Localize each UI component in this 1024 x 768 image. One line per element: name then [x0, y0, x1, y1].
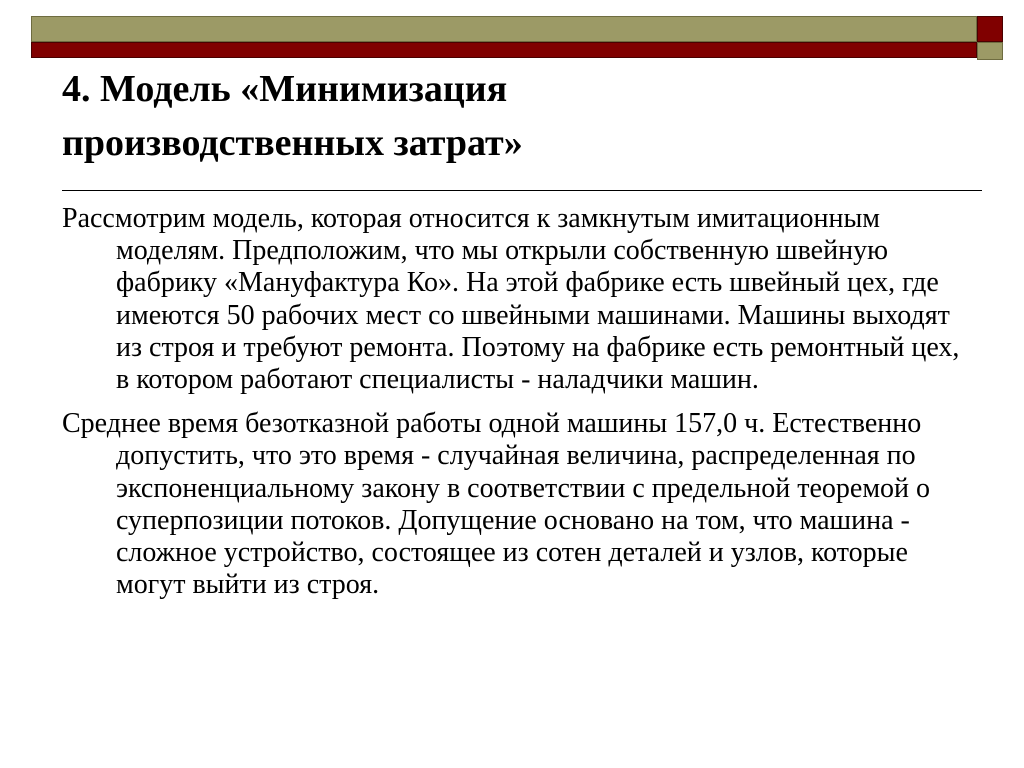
title-divider	[62, 190, 982, 191]
paragraph-failure-time: Среднее время безотказной работы одной машины 157,0 ч. Естественно допустить, что это время - случайная величина, распределенная по экспоненциальному закону в соответствии с предельной теоремой о суперпозиции потоков. Допущение основано на том, что машина - сложное устройство, состоящее из сотен деталей и узлов, которые могут выйти из строя.	[62, 408, 931, 601]
header-band-olive	[31, 16, 977, 42]
slide-title: 4. Модель «Минимизация производственных затрат»	[62, 68, 523, 164]
header-square-olive	[977, 42, 1003, 60]
header-band-maroon	[31, 42, 977, 58]
paragraph-model-description: Рассмотрим модель, которая относится к замкнутым имитационным моделям. Предположим, что мы открыли собственную швейную фабрику «Мануфактура Ко». На этой фабрике есть швейный цех, где имеются 50 рабочих мест со швейными машинами. Машины выходят из строя и требуют ремонта. Поэтому на фабрике есть ремонтный цех, в котором работают специалисты - наладчики машин.	[62, 203, 960, 396]
slide-body	[62, 203, 962, 613]
header-square-maroon	[977, 16, 1003, 42]
